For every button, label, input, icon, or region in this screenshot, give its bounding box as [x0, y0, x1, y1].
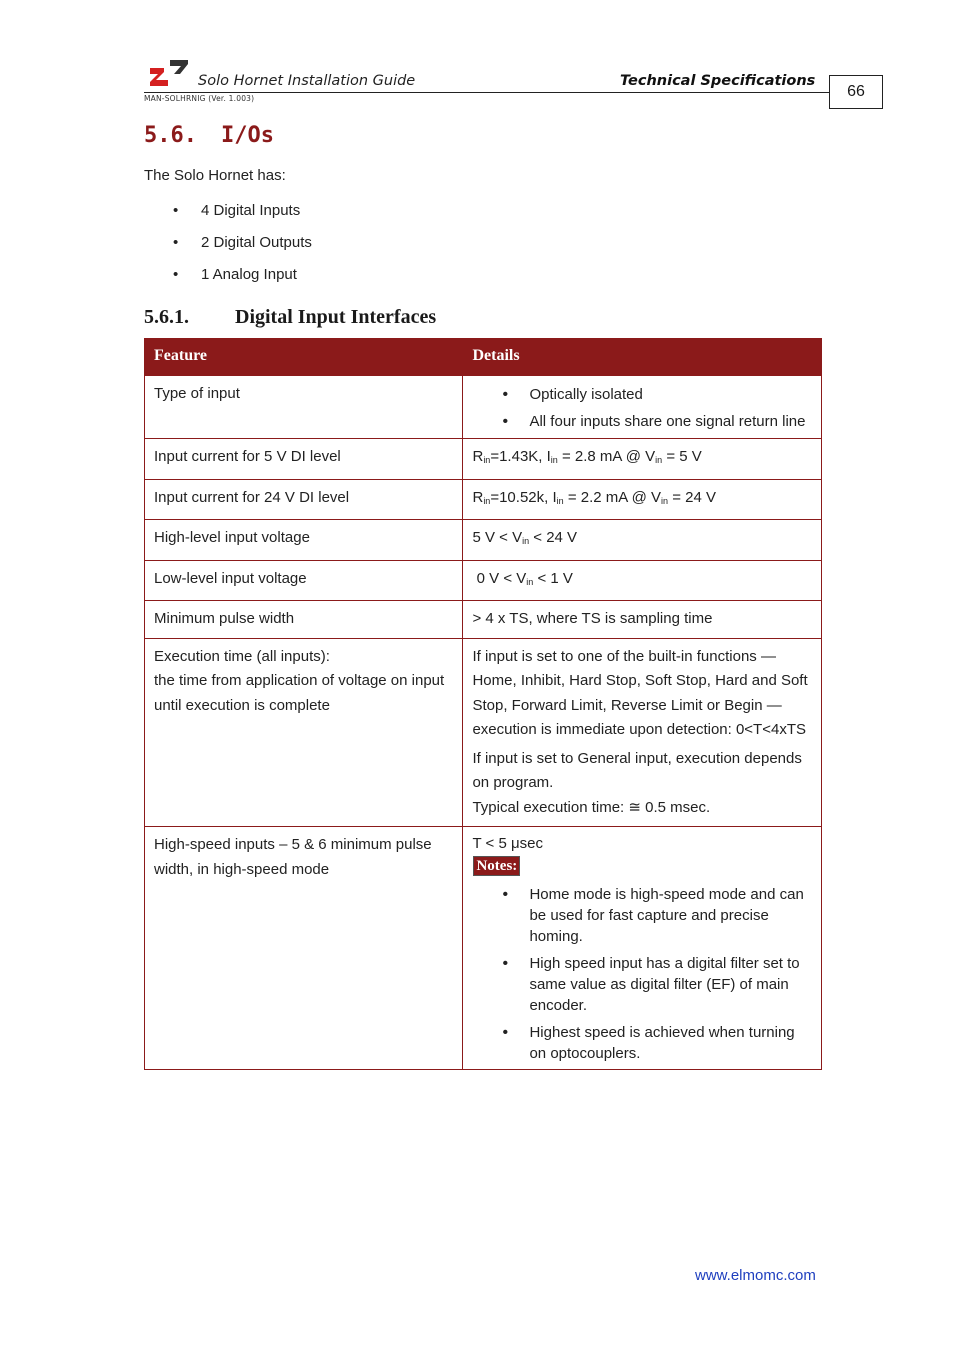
digital-input-table [144, 338, 822, 1070]
intro-text: The Solo Hornet has: [144, 167, 286, 184]
column-header-details: Details [463, 339, 822, 376]
detail-text: < 1 V [533, 569, 573, 587]
subsection-heading [144, 306, 436, 329]
subscript: in [526, 576, 534, 587]
feature-line: the time from application of voltage on input until execution is complete [154, 672, 445, 714]
list-item: • All four inputs share one signal return line [472, 411, 813, 432]
notes-badge: Notes: [473, 856, 520, 876]
detail-text: R [472, 448, 484, 465]
detail-text: T < 5 μsec [472, 835, 543, 852]
list-item-text: 1 Analog Input [201, 266, 297, 283]
detail-text: R [472, 488, 484, 506]
detail-paragraph: If input is set to one of the built-in functions — Home, Inhibit, Hard Stop, Soft Stop, Hard and Soft Stop, Forward Limit, Reverse Limit or Begin — execution is immediate upon detection: 0<T<4xTS [472, 647, 808, 738]
details-cell [463, 479, 822, 520]
header-rule [144, 92, 830, 93]
feature-line: Execution time (all inputs): [154, 647, 330, 665]
elmo-logo [148, 58, 190, 88]
subscript: in [483, 495, 491, 506]
feature-cell: Low-level input voltage [145, 560, 463, 601]
detail-text: 5 V < V [472, 529, 523, 546]
details-cell [463, 638, 822, 827]
list-item: • Home mode is high-speed mode and can be used for fast capture and precise homing. [472, 884, 813, 947]
table-row [145, 638, 822, 827]
feature-cell: High-level input voltage [145, 520, 463, 561]
table-header-row [145, 339, 822, 376]
bullet-icon: • [173, 234, 179, 251]
feature-cell: Minimum pulse width [145, 601, 463, 639]
table-row [145, 376, 822, 439]
feature-cell: High-speed inputs – 5 & 6 minimum pulse width, in high-speed mode [145, 827, 463, 1070]
doc-code: MAN-SOLHRNIG (Ver. 1.003) [144, 94, 255, 103]
section-number: 5.6. [144, 123, 197, 148]
detail-text: = 5 V [662, 448, 702, 465]
feature-cell [145, 638, 463, 827]
detail-text: 0 V < V [472, 569, 527, 587]
detail-paragraph: Typical execution time: ≅ 0.5 msec. [472, 798, 711, 816]
subscript: in [661, 495, 669, 506]
column-header-feature: Feature [145, 339, 463, 376]
header-section-title: Technical Specifications [620, 73, 816, 89]
subscript: in [556, 495, 564, 506]
details-cell [463, 560, 822, 601]
bullet-icon: • [173, 266, 179, 283]
list-item-text: 2 Digital Outputs [201, 234, 312, 251]
detail-paragraph: If input is set to General input, execution depends on program. [472, 749, 802, 791]
feature-cell: Type of input [145, 376, 463, 439]
subscript: in [550, 455, 558, 465]
table-row [145, 560, 822, 601]
subscript: in [483, 455, 491, 465]
bullet-icon: • [173, 202, 179, 219]
notes-list [472, 884, 813, 1064]
list-item: • Optically isolated [472, 384, 813, 405]
section-title: I/Os [220, 123, 274, 148]
list-item-text: 4 Digital Inputs [201, 202, 301, 219]
detail-text: = 2.8 mA @ V [557, 448, 656, 465]
details-cell [463, 439, 822, 480]
details-cell [463, 376, 822, 439]
table-row [145, 520, 822, 561]
subscript: in [655, 455, 663, 465]
subsection-number: 5.6.1. [144, 306, 189, 328]
section-heading [144, 123, 274, 148]
table-row [145, 479, 822, 520]
details-cell: > 4 x TS, where TS is sampling time [463, 601, 822, 639]
page-number-box [829, 75, 883, 109]
footer-url-link[interactable]: www.elmomc.com [695, 1267, 816, 1284]
details-cell [463, 827, 822, 1070]
detail-text: = 2.2 mA @ V [563, 488, 662, 506]
detail-text: = 24 V [668, 488, 716, 506]
table-row [145, 439, 822, 480]
subsection-title: Digital Input Interfaces [235, 306, 437, 328]
feature-cell: Input current for 5 V DI level [145, 439, 463, 480]
feature-cell: Input current for 24 V DI level [145, 479, 463, 520]
list-item: • Highest speed is achieved when turning on optocouplers. [472, 1022, 813, 1064]
table-row [145, 601, 822, 639]
doc-title: Solo Hornet Installation Guide [198, 73, 416, 89]
page-number: 66 [847, 83, 865, 100]
detail-text: < 24 V [529, 529, 578, 546]
subscript: in [522, 536, 530, 546]
list-item [173, 266, 297, 283]
detail-text: =10.52k, I [490, 488, 557, 506]
list-item [173, 234, 312, 251]
table-row [145, 827, 822, 1070]
details-list [472, 384, 813, 432]
details-cell [463, 520, 822, 561]
list-item [173, 202, 300, 219]
list-item: • High speed input has a digital filter set to same value as digital filter (EF) of main encoder. [472, 953, 813, 1016]
detail-text: =1.43K, I [490, 448, 551, 465]
